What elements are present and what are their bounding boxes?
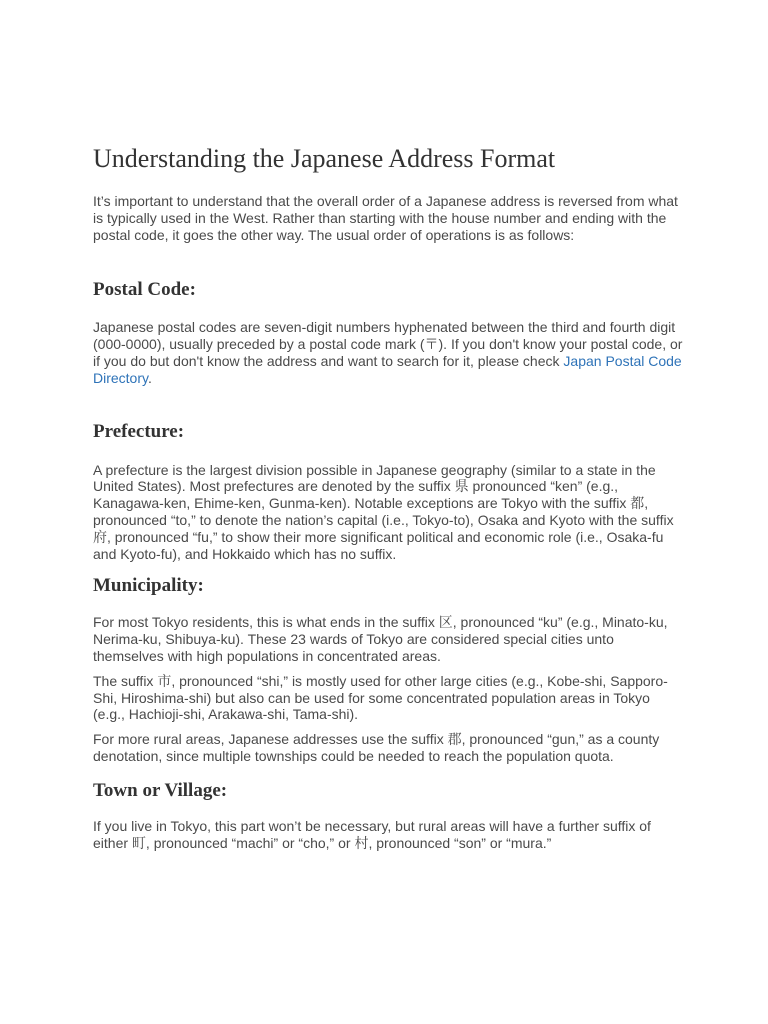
town-or-village-heading: Town or Village: (93, 779, 228, 801)
municipality-heading: Municipality: (93, 575, 204, 597)
postal-code-text: Japanese postal codes are seven-digit numbers hyphenated between the third and fourth digit (000-0000), usually preceded by a postal code mark (〒). If you don't know your postal code, or if you do but don't know the address and want to search for it, please check (93, 319, 683, 369)
municipality-paragraph-gun: For more rural areas, Japanese addresses use the suffix 郡, pronounced “gun,” as a county denotation, since multiple townships could be needed to reach the population quota. (93, 731, 660, 764)
prefecture-heading: Prefecture: (93, 420, 185, 442)
town-or-village-paragraph: If you live in Tokyo, this part won’t be necessary, but rural areas will have a further suffix of either 町, pronounced “machi” or “cho,” or 村, pronounced “son” or “mura.” (93, 817, 651, 851)
municipality-paragraph-shi: The suffix 市, pronounced “shi,” is mostly used for other large cities (e.g., Kobe-shi, Sapporo-Shi, Hiroshima-shi) but also can be used for some concentrated population areas in Tokyo (e.g., Hachioji-shi, Arakawa-shi, Tama-shi). (93, 672, 668, 723)
municipality-paragraph-ku: For most Tokyo residents, this is what ends in the suffix 区, pronounced “ku” (e.g., Minato-ku, Nerima-ku, Shibuya-ku). These 23 wards of Tokyo are considered special cities unto themselves with high populations in concentrated areas. (93, 614, 668, 664)
prefecture-paragraph: A prefecture is the largest division possible in Japanese geography (similar to a state in the United States). Most prefectures are denoted by the suffix 県 pronounced “ken” (e.g., Kanagawa-ken, Ehime-ken, Gunma-ken). Notable exceptions are Tokyo with the suffix 都, pronounced “to,” to denote the nation’s capital (i.e., Tokyo-to), Osaka and Kyoto with the suffix 府, pronounced “fu,” to show their more significant political and economic role (i.e., Osaka-fu and Kyoto-fu), and Hokkaido which has no suffix. (93, 461, 674, 562)
japan-postal-code-directory-link[interactable]: Japan Postal Code Directory (93, 352, 682, 386)
page-title: Understanding the Japanese Address Format (93, 144, 556, 173)
intro-paragraph: It’s important to understand that the overall order of a Japanese address is reversed from what is typically used in the West. Rather than starting with the house number and ending with the postal code, it goes the other way. The usual order of operations is as follows: (93, 193, 678, 243)
postal-code-paragraph (93, 319, 683, 386)
postal-code-text-end: . (147, 369, 152, 386)
postal-code-heading: Postal Code: (93, 279, 196, 301)
article-body (93, 142, 683, 851)
